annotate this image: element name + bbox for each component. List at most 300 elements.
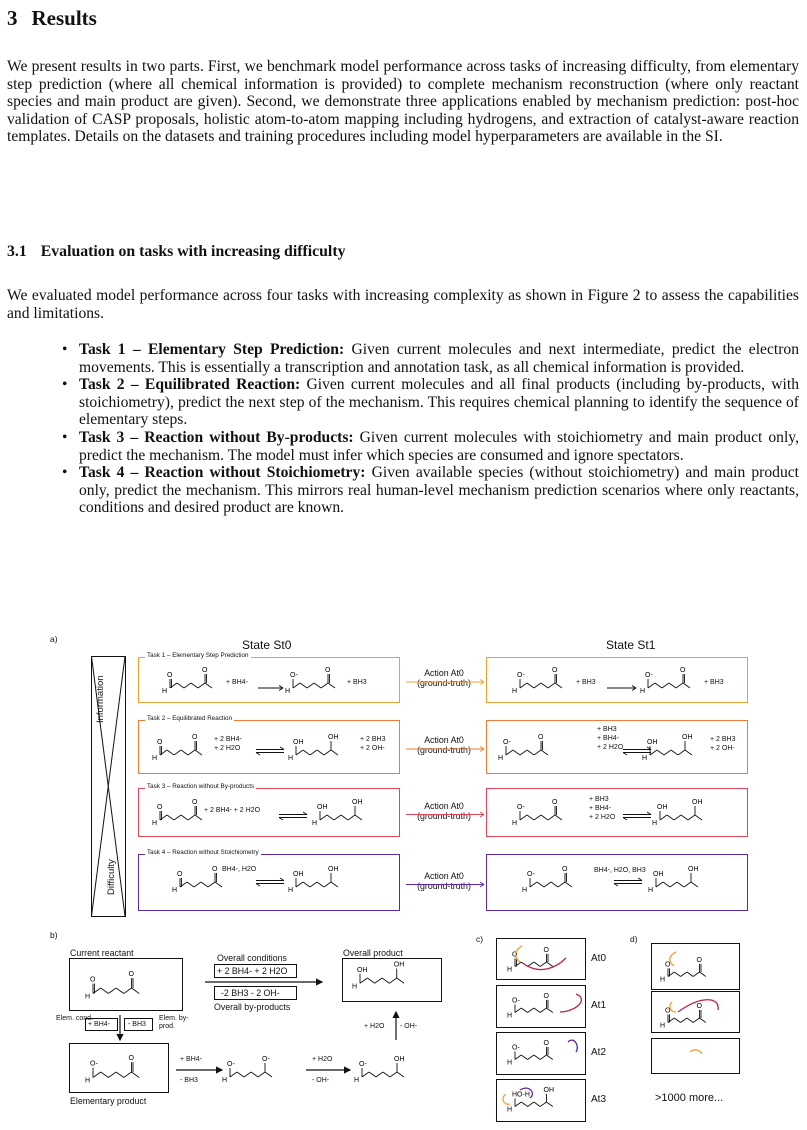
bond: [677, 882, 684, 887]
bond: [674, 972, 680, 977]
bond: [515, 1008, 521, 1013]
chem-label: + BH3: [589, 796, 609, 803]
bond: [314, 683, 321, 688]
bond: [375, 978, 382, 983]
bond: [383, 1072, 390, 1077]
bond: [341, 815, 348, 820]
atom-label: O: [680, 667, 686, 674]
bond: [296, 882, 303, 887]
atom-label: OH: [682, 734, 693, 741]
bond: [520, 683, 527, 688]
atom-label: O-: [512, 997, 520, 1005]
chem-label: + BH3: [597, 726, 617, 733]
bond: [324, 882, 331, 887]
action-label: Action At0: [424, 870, 464, 881]
subsection-number: 3.1: [7, 243, 27, 260]
bond: [700, 972, 706, 977]
atom-label: O: [665, 1007, 671, 1015]
bond: [521, 1055, 527, 1060]
bond: [650, 750, 657, 755]
bond: [116, 1072, 124, 1078]
bond: [360, 978, 367, 983]
atom-label: H: [642, 755, 648, 762]
bond: [230, 1072, 237, 1077]
bond: [188, 750, 195, 755]
atom-label: H: [507, 1059, 513, 1067]
bond: [303, 882, 310, 887]
bullet: •: [62, 428, 68, 446]
bond: [534, 1055, 540, 1060]
bond: [678, 750, 685, 755]
atom-label: OH: [657, 804, 668, 811]
bond: [537, 882, 544, 887]
atom-label: H: [85, 993, 91, 1001]
action-label: Action At0: [424, 800, 464, 811]
bond: [520, 750, 527, 755]
bond: [195, 815, 202, 820]
bond: [198, 683, 205, 688]
task-text: Given current molecules with stoichiometry and main product only, predict the mechanism. The model must infer which species are consumed and ignore spectators.: [79, 428, 799, 464]
atom-label: OH: [293, 871, 304, 878]
bond: [177, 683, 184, 688]
bond: [215, 882, 222, 887]
atom-label: O: [128, 971, 134, 978]
electron-arrow: [524, 958, 566, 970]
arrow1-top: + BH4-: [180, 1056, 202, 1063]
bond: [534, 750, 541, 755]
atom-label: OH: [328, 734, 339, 741]
bond: [93, 1072, 101, 1078]
bond: [331, 750, 338, 755]
bond: [362, 1072, 369, 1077]
bond: [355, 815, 362, 820]
atom-label: H: [85, 1077, 91, 1085]
elem-byprod-box: - BH3: [124, 1018, 153, 1031]
atom-label: O: [543, 993, 549, 1000]
atom-label: O: [696, 957, 702, 964]
bond: [369, 1072, 376, 1077]
task-title: Task 3 – Reaction without By-products:: [79, 428, 354, 446]
atom-label: OH: [357, 966, 368, 974]
atom-label: H: [507, 1106, 513, 1114]
current-reactant-label: Current reactant: [70, 948, 134, 958]
bond: [534, 815, 541, 820]
bullet: •: [62, 376, 68, 394]
atom-label: H: [507, 1012, 513, 1020]
bond: [527, 750, 534, 755]
action-sub: (ground-truth): [417, 810, 471, 821]
chem-label: + 2 BH3: [710, 736, 736, 743]
atom-label: O-: [645, 672, 653, 679]
bond: [684, 882, 691, 887]
panel-c-label: c): [476, 934, 484, 944]
atom-label: O-: [290, 672, 298, 679]
chem-label: + 2 BH4- + 2 H2O: [204, 807, 261, 814]
bond: [124, 988, 132, 994]
bond: [700, 1018, 706, 1023]
bond: [534, 683, 541, 688]
atom-label: O: [538, 734, 544, 741]
atom-label: H: [285, 688, 291, 695]
atom-label: H: [640, 688, 646, 695]
bond: [521, 1008, 527, 1013]
bond: [181, 815, 188, 820]
bond: [670, 882, 677, 887]
chem-label: + 2 H2O: [589, 814, 616, 821]
atom-label: H: [522, 887, 528, 894]
bond: [528, 962, 534, 967]
bond: [547, 962, 553, 967]
chem-label: + BH3: [704, 679, 724, 686]
bond: [348, 815, 355, 820]
bond: [681, 972, 687, 977]
bond: [540, 962, 546, 967]
chem-label: + BH4-: [589, 805, 611, 812]
bond: [528, 1008, 534, 1013]
bond: [541, 683, 548, 688]
atom-label: O-: [503, 739, 511, 746]
atom-label: OH: [647, 739, 658, 746]
atom-label: H: [498, 755, 504, 762]
elem-cond-box: + BH4-: [85, 1018, 118, 1031]
bond: [506, 750, 513, 755]
atom-label: OH: [692, 799, 703, 806]
bond: [201, 882, 208, 887]
atom-label: O-: [527, 871, 535, 878]
atom-label: O: [167, 672, 173, 679]
atom-label: O: [325, 667, 331, 674]
atom-label: OH: [317, 804, 328, 811]
atom-label: O-: [227, 1061, 235, 1068]
step-label-0: At0: [591, 953, 607, 964]
bullet: •: [62, 341, 68, 358]
bond: [687, 972, 693, 977]
bond: [521, 1102, 527, 1107]
bond: [513, 750, 520, 755]
panel-b-label: b): [50, 930, 58, 940]
bond: [328, 683, 335, 688]
atom-label: O: [192, 734, 198, 741]
task-text: Given available species (without stoichiometry) and main product only, predict the mechanism. This mirrors real human-level mechanism prediction scenarios where only reactants, conditions and desired product are known.: [79, 464, 800, 517]
bond: [534, 962, 540, 967]
chem-label: + BH4-: [597, 735, 619, 742]
bond: [558, 882, 565, 887]
atom-label: O: [562, 866, 568, 873]
chem-label: + 2 H2O: [214, 745, 241, 752]
atom-label: OH: [393, 961, 405, 969]
eval-paragraph: We evaluated model performance across four tasks with increasing complexity as shown in Figure 2 to assess the capabilities and limitations.: [7, 287, 799, 322]
bond: [548, 683, 555, 688]
task-2-box-label: Task 2 – Equilibrated Reaction: [147, 715, 233, 722]
bullet: •: [62, 464, 68, 482]
chem-label: + 2 BH4-: [214, 736, 242, 743]
atom-label: H: [222, 1077, 228, 1084]
bond: [540, 1102, 546, 1107]
atom-label: O: [696, 1003, 702, 1010]
electron-arrow: [503, 1094, 510, 1104]
bond: [307, 683, 314, 688]
bond: [683, 683, 690, 688]
atom-label: H: [354, 1077, 360, 1084]
axis-information: Information: [95, 675, 106, 723]
atom-label: H: [352, 983, 358, 991]
atom-label: OH: [653, 871, 664, 878]
chem-label: + BH3: [576, 679, 596, 686]
bond: [317, 750, 324, 755]
bond: [664, 750, 671, 755]
bond: [317, 882, 324, 887]
bond: [515, 1055, 521, 1060]
bond: [188, 815, 195, 820]
step-label-3: At3: [591, 1094, 607, 1105]
atom-label: H: [512, 688, 518, 695]
electron-arrow: [568, 1040, 577, 1052]
bond: [324, 750, 331, 755]
panel-a-label: a): [50, 634, 58, 644]
atom-label: H: [162, 688, 168, 695]
atom-label: OH: [394, 1056, 405, 1063]
more-templates: >1000 more...: [655, 1092, 724, 1104]
bond: [541, 815, 548, 820]
chem-label: + BH4-: [226, 679, 248, 686]
bond: [555, 683, 562, 688]
action-label: Action At0: [424, 668, 464, 678]
atom-label: H: [152, 755, 158, 762]
bond: [195, 750, 202, 755]
bond: [124, 1072, 132, 1078]
bond: [174, 750, 181, 755]
section-heading: Results: [31, 6, 97, 30]
atom-label: O-: [359, 1061, 367, 1068]
bond: [534, 1102, 540, 1107]
step-label-1: At1: [591, 1000, 607, 1011]
chem-label: + 2 OH-: [710, 745, 735, 752]
bond: [265, 1072, 272, 1077]
panel-d-label: d): [630, 934, 638, 944]
bond: [656, 882, 663, 887]
atom-label: O: [157, 739, 163, 746]
atom-label: H: [172, 887, 178, 894]
atom-label: O-: [517, 672, 525, 679]
bond: [331, 882, 338, 887]
bond: [671, 750, 678, 755]
chem-label: + 2 H2O: [597, 744, 624, 751]
bond: [389, 978, 396, 983]
atom-label: O: [177, 871, 183, 878]
bond: [540, 1008, 546, 1013]
arrow1-bottom: - BH3: [180, 1077, 198, 1084]
bond: [397, 978, 404, 983]
bond: [676, 683, 683, 688]
bond: [108, 988, 116, 994]
bond: [187, 882, 194, 887]
bond: [534, 1008, 540, 1013]
side-oh: - OH-: [400, 1023, 418, 1030]
bond: [244, 1072, 251, 1077]
electron-arrow: [690, 1050, 702, 1054]
bond: [258, 1072, 265, 1077]
bond: [667, 815, 674, 820]
bond: [194, 882, 201, 887]
atom-label: OH: [688, 866, 699, 873]
bond: [327, 815, 334, 820]
bond: [132, 1072, 140, 1078]
bond: [167, 815, 174, 820]
atom-label: O: [202, 667, 208, 674]
bond: [541, 750, 548, 755]
atom-label: OH: [543, 1087, 554, 1094]
atom-label: O: [552, 799, 558, 806]
bond: [663, 882, 670, 887]
task-title: Task 1 – Elementary Step Prediction:: [79, 341, 345, 358]
bond: [691, 882, 698, 887]
atom-label: OH: [328, 866, 339, 873]
bond: [310, 750, 317, 755]
bond: [548, 815, 555, 820]
bond: [515, 962, 521, 967]
task-title: Task 2 – Equilibrated Reaction:: [79, 376, 301, 394]
bond: [555, 815, 562, 820]
axis-difficulty: Difficulty: [106, 859, 117, 895]
overall-conditions-label: Overall conditions: [217, 953, 287, 963]
bond: [300, 683, 307, 688]
bond: [167, 750, 174, 755]
action-sub: (ground-truth): [417, 678, 471, 688]
bond: [527, 683, 534, 688]
atom-label: O: [90, 976, 96, 984]
atom-label: OH: [293, 739, 304, 746]
atom-label: H: [660, 1022, 666, 1030]
bond: [174, 815, 181, 820]
bond: [205, 683, 212, 688]
action-sub: (ground-truth): [417, 745, 471, 755]
chem-label: BH4-, H2O: [222, 866, 257, 873]
bond: [669, 683, 676, 688]
atom-label: H: [288, 755, 294, 762]
bond: [320, 815, 327, 820]
atom-label: O: [543, 947, 549, 954]
bond: [528, 1102, 534, 1107]
bond: [293, 683, 300, 688]
bond: [674, 815, 681, 820]
bond: [551, 882, 558, 887]
bond: [181, 750, 188, 755]
section-number: 3: [7, 6, 18, 30]
bond: [390, 1072, 397, 1077]
action-sub: (ground-truth): [417, 880, 471, 891]
conditions-box: + 2 BH4- + 2 H2O: [214, 964, 297, 978]
bond: [237, 1072, 244, 1077]
action-label: Action At0: [424, 735, 464, 745]
atom-label: O: [543, 1040, 549, 1047]
atom-label: H: [660, 976, 666, 984]
atom-label: O-: [517, 804, 525, 811]
bond: [527, 815, 534, 820]
atom-label: H: [152, 820, 158, 827]
intro-paragraph: We present results in two parts. First, we benchmark model performance across tasks of increasing difficulty, from elementary step prediction (where all chemical information is provided) to complete mechanism reconstruction (where only reactant species and main product are given). Second, we demonstrate three applications enabled by mechanism prediction: post-hoc validation of CASP proposals, holistic atom-to-atom mapping including hydrogens, and extraction of catalyst-aware reaction templates. Details on the datasets and training procedures including model hyperparameters are available in the SI.: [7, 58, 799, 146]
state-t1-heading: State St1: [606, 638, 656, 652]
bond: [544, 882, 551, 887]
bond: [520, 815, 527, 820]
bond: [668, 1018, 674, 1023]
arrow2-bottom: - OH-: [312, 1077, 330, 1084]
bond: [101, 1072, 109, 1078]
task-text: Given current molecules and all final products (including by-products, with stoichiometry), predict the next step of the mechanism. This requires chemical planning to identify the sequence of elementary steps.: [79, 376, 799, 429]
atom-label: O-: [512, 1044, 520, 1052]
bond: [648, 683, 655, 688]
bond: [397, 1072, 404, 1077]
bond: [303, 750, 310, 755]
electron-arrow: [560, 994, 581, 1012]
elementary-product-label: Elementary product: [70, 1096, 147, 1106]
bond: [191, 683, 198, 688]
bond: [321, 683, 328, 688]
bond: [685, 750, 692, 755]
atom-label: H: [312, 820, 318, 827]
byproducts-box: -2 BH3 - 2 OH-: [214, 986, 297, 1000]
bond: [251, 1072, 258, 1077]
side-h2o: + H2O: [364, 1023, 385, 1030]
bond: [547, 1102, 553, 1107]
bond: [668, 972, 674, 977]
elem-cond-label: Elem. cond.: [56, 1015, 93, 1022]
atom-label: O-: [262, 1056, 270, 1063]
atom-label: H: [512, 820, 518, 827]
bond: [132, 988, 140, 994]
bond: [681, 815, 688, 820]
bond: [116, 988, 124, 994]
bond: [101, 988, 109, 994]
task-title: Task 4 – Reaction without Stoichiometry:: [79, 464, 366, 482]
bond: [660, 815, 667, 820]
atom-label: H: [507, 966, 513, 974]
bond: [367, 978, 374, 983]
bond: [208, 882, 215, 887]
bond: [334, 815, 341, 820]
bond: [376, 1072, 383, 1077]
overall-byproducts-label: Overall by-products: [214, 1002, 291, 1012]
bond: [693, 1018, 699, 1023]
bond: [530, 882, 537, 887]
atom-label: O-: [90, 1060, 98, 1068]
bond: [681, 1018, 687, 1023]
bond: [695, 815, 702, 820]
bond: [184, 683, 191, 688]
bond: [540, 1055, 546, 1060]
task-1-box-label: Task 1 – Elementary Step Prediction: [147, 652, 249, 659]
atom-label: H: [288, 887, 294, 894]
bond: [382, 978, 389, 983]
overall-product-label: Overall product: [343, 948, 403, 958]
atom-label: O: [192, 799, 198, 806]
atom-label: HO-H: [512, 1091, 530, 1099]
bond: [674, 1018, 680, 1023]
atom-label: H: [652, 820, 658, 827]
bond: [547, 1055, 553, 1060]
atom-label: O: [157, 804, 163, 811]
bond: [547, 1008, 553, 1013]
bond: [565, 882, 572, 887]
atom-label: O: [128, 1055, 134, 1062]
bond: [310, 882, 317, 887]
task-3-box-label: Task 3 – Reaction without By-products: [147, 783, 255, 790]
step-label-2: At2: [591, 1047, 607, 1058]
atom-label: O: [665, 961, 671, 969]
atom-label: O: [212, 866, 218, 873]
task-text: Given current molecules and next intermediate, predict the electron movements. This is essentially a transcription and annotation task, as all chemical information is provided.: [79, 341, 799, 376]
atom-label: H: [648, 887, 654, 894]
bond: [296, 750, 303, 755]
